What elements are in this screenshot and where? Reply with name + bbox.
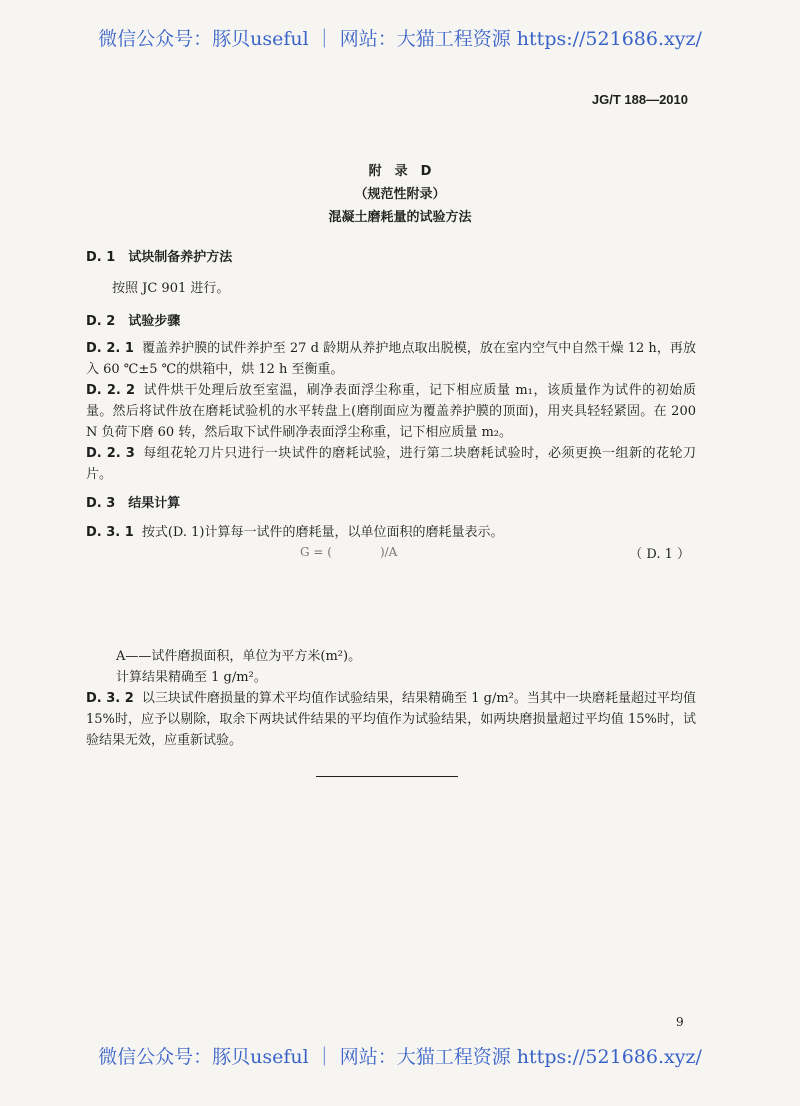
equation-fragment: G = ( )/A: [300, 545, 398, 559]
equation-number: （ D. 1 ）: [629, 547, 690, 562]
d2-heading: D. 2 试验步骤: [86, 314, 181, 329]
d31-text: D. 3. 1 按式(D. 1)计算每一试件的磨耗量，以单位面积的磨耗量表示。: [86, 525, 504, 540]
appendix-label: 附 录 D: [368, 164, 432, 179]
d1-text: 按照 JC 901 进行。: [112, 281, 230, 296]
where-a: A——试件磨损面积，单位为平方米(m²)。: [116, 649, 362, 664]
d3-heading: D. 3 结果计算: [86, 496, 181, 511]
d1-heading: D. 1 试块制备养护方法: [86, 250, 233, 265]
section-d1: [86, 246, 696, 265]
equation-row: [300, 543, 690, 560]
d32-text: D. 3. 2 以三块试件磨损量的算术平均值作试验结果，结果精确至 1 g/m²。当其中一块磨耗量超过平均值 15%时，应予以剔除，取余下两块试件结果的平均值作为试验结果，如两块磨损量超过平均值 15%时，试验结果无效，应重新试验。: [86, 691, 697, 748]
precision-note: 计算结果精确至 1 g/m²。: [116, 670, 267, 685]
appendix-nature: （规范性附录）: [354, 187, 446, 202]
end-rule: [316, 776, 458, 777]
d2-item: D. 2. 2 试件烘干处理后放至室温，刷净表面浮尘称重，记下相应质量 m₁，该质量作为试件的初始质量。然后将试件放在磨耗试验机的水平转盘上(磨削面应为覆盖养护膜的顶面)，用夹具轻轻紧固。在 200 N 负荷下磨 60 转，然后取下试件刷净表面浮尘称重，记下相应质量 m₂。: [86, 383, 697, 440]
d2-item: D. 2. 1 覆盖养护膜的试件养护至 27 d 龄期从养护地点取出脱模，放在室内空气中自然干燥 12 h，再放入 60 ℃±5 ℃的烘箱中，烘 12 h 至衡重。: [86, 341, 696, 377]
d1-body: [86, 278, 696, 299]
d2-items: [86, 338, 696, 485]
section-d3: [86, 492, 696, 511]
watermark-bottom: 微信公众号：豚贝useful ｜ 网站：大猫工程资源 https://521686.xyz/: [98, 1046, 702, 1068]
page-number: 9: [676, 1015, 684, 1029]
where-block: [86, 646, 696, 751]
appendix-title-block: [0, 160, 800, 229]
watermark-top: 微信公众号：豚贝useful ｜ 网站：大猫工程资源 https://521686.xyz/: [98, 28, 702, 50]
d2-item: D. 2. 3 每组花轮刀片只进行一块试件的磨耗试验，进行第二块磨耗试验时，必须更换一组新的花轮刀片。: [86, 446, 696, 482]
d31-block: [86, 522, 696, 543]
appendix-title: 混凝土磨耗量的试验方法: [328, 210, 472, 225]
section-d2: [86, 310, 696, 329]
standard-code: JG/T 188—2010: [591, 92, 688, 107]
